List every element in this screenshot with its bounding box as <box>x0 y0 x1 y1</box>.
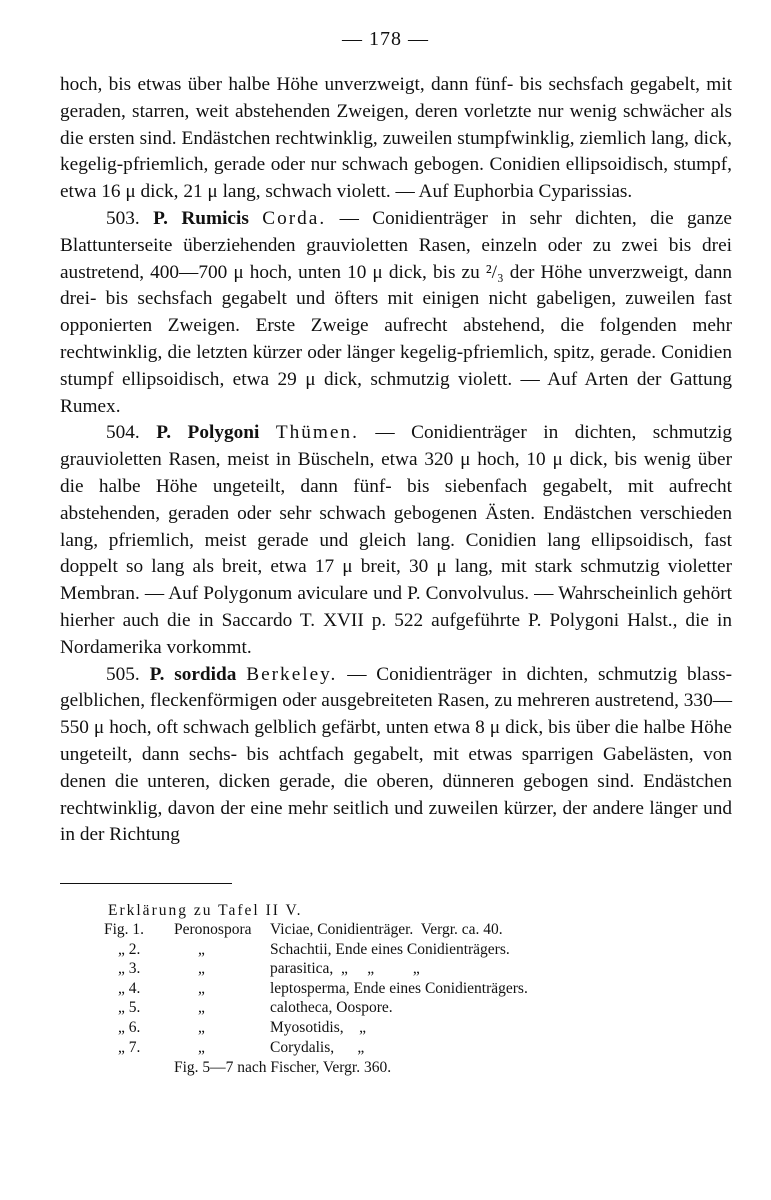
figure-number: „ 4. <box>118 979 141 997</box>
legend-row <box>104 1038 664 1058</box>
footnote-divider <box>60 883 232 884</box>
entry-number: 505. <box>106 663 140 685</box>
legend-row <box>104 959 664 979</box>
figure-description: leptosperma, Ende eines Conidienträgers. <box>270 979 528 997</box>
legend-row <box>104 920 664 940</box>
figure-number: „ 3. <box>118 960 141 978</box>
entry-genus: P. <box>156 422 172 444</box>
entry-description: — Conidienträger in sehr dichten, die ganze Blattunterseite überziehenden grauvioletten Rasen, einzeln oder zu zwei bis drei austretend, 400—700 μ hoch, unten 10 μ dick, bis zu ²/₃ der Höhe unverzweigt, dann drei- bis sechsfach gegabelt und öfters mit einigen nicht gabeligen, zuweilen fast opponierten Zweigen. Erste Zweige aufrecht abstehend, die folgenden mehr rechtwinklig, die letzten kürzer oder länger kegelig-pfriemlich, spitz, gerade. Conidien stumpf ellipsoidisch, etwa 29 μ dick, schmutzig violett. — Auf Arten der Gattung Rumex. <box>60 207 732 417</box>
legend-title: Erklärung zu Tafel II V. <box>108 902 303 919</box>
entry-genus: P. <box>153 207 168 229</box>
legend-note: Fig. 5—7 nach Fischer, Vergr. 360. <box>174 1059 392 1077</box>
figure-number: „ 6. <box>118 1018 141 1036</box>
figure-number: „ 7. <box>118 1038 141 1056</box>
body-text <box>60 72 732 849</box>
figure-description: Schachtii, Ende eines Conidienträgers. <box>270 940 510 958</box>
legend-row <box>104 998 664 1018</box>
entry-author: Corda. <box>262 207 327 229</box>
entry-number: 504. <box>106 422 140 444</box>
figure-number: „ 2. <box>118 940 141 958</box>
entry-author: Thümen. <box>275 422 359 444</box>
figure-genus: „ <box>198 1018 205 1036</box>
entry-description: — Conidienträger in dichten, schmutzig blass-gelblichen, fleckenförmigen oder ausgebreiteten Rasen, zu mehreren austretend, 330—550 μ hoch, oft schwach gelblich gefärbt, unten etwa 8 μ dick, bis über die halbe Höhe ungeteilt, dann sechs- bis achtfach gegabelt, mit etwas sparrigen Gabelästen, von denen die unteren, dicken gerade, die oberen, dünneren gebogen sind. Endästchen rechtwinklig, davon der eine mehr seitlich und zuweilen kürzer, der andere länger und in der Richtung <box>60 663 733 846</box>
entry-genus: P. <box>149 663 165 685</box>
legend-row <box>104 1018 664 1038</box>
species-entry-505 <box>60 662 732 850</box>
figure-genus: „ <box>198 979 205 997</box>
plate-legend <box>104 901 664 1077</box>
figure-description: Viciae, Conidienträger. Vergr. ca. 40. <box>270 921 503 938</box>
entry-number: 503. <box>106 207 140 229</box>
entry-species: sordida <box>174 663 237 685</box>
species-entry-504 <box>60 420 732 661</box>
figure-number: Fig. 1. <box>104 921 145 938</box>
entry-author: Berkeley. <box>246 663 338 685</box>
figure-genus: Peronospora <box>174 921 252 938</box>
entry-species: Polygoni <box>187 422 260 444</box>
figure-genus: „ <box>198 940 205 958</box>
figure-genus: „ <box>198 999 205 1017</box>
figure-genus: „ <box>198 960 205 978</box>
figure-description: Myosotidis, „ <box>270 1018 367 1036</box>
legend-row <box>104 940 664 960</box>
paragraph-continuation <box>60 72 732 206</box>
species-entry-503 <box>60 206 732 420</box>
figure-number: „ 5. <box>118 999 141 1017</box>
entry-description: — Conidienträger in dichten, schmutzig grauvioletten Rasen, meist in Büscheln, etwa 320 μ hoch, 10 μ dick, bis wenig über die halbe Höhe ungeteilt, dann fünf- bis siebenfach gegabelt, mit aufrecht abstehenden, geraden oder sehr schwach gebogenen Ästen. Endästchen verschieden lang, pfriemlich, meist gerade und gleich lang. Conidien lang ellipsoidisch, fast doppelt so lang als breit, etwa 17 μ breit, 30 μ lang, mit stark schmutzig violetter Membran. — Auf Polygonum aviculare und P. Convolvulus. — Wahrscheinlich gehört hierher auch die in Saccardo T. XVII p. 522 aufgeführte P. Polygoni Halst., die in Nordamerika vorkommt. <box>60 422 733 658</box>
figure-description: Corydalis, „ <box>270 1038 365 1056</box>
paragraph-text: hoch, bis etwas über halbe Höhe unverzweigt, dann fünf- bis sechsfach gegabelt, mit geraden, starren, weit abstehenden Zweigen, deren vorletzte nur wenig schwächer als die ersten sind. Endästchen rechtwinklig, zuweilen stumpfwinklig, ziemlich lang, dick, kegelig-pfriemlich, gerade oder nur schwach gebogen. Conidien ellipsoidisch, stumpf, etwa 16 μ dick, 21 μ lang, schwach violett. — Auf Euphorbia Cyparissias. <box>60 74 732 203</box>
legend-row <box>104 979 664 999</box>
figure-description: calotheca, Oospore. <box>270 999 393 1017</box>
figure-genus: „ <box>198 1038 205 1056</box>
figure-description: parasitica, „ „ „ <box>270 960 420 978</box>
entry-species: Rumicis <box>181 207 249 229</box>
page-number: — 178 — <box>342 28 429 50</box>
